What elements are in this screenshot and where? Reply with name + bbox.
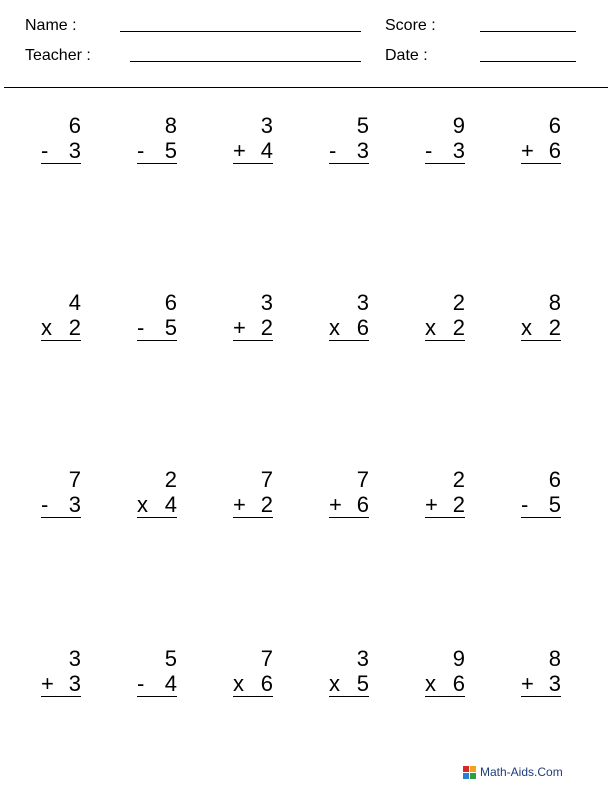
bottom-number: 3: [68, 138, 81, 163]
operator-sign: -: [521, 492, 529, 517]
problem-r3-c2: [137, 468, 177, 516]
problem-r3-c3: [233, 468, 273, 516]
bottom-line: [521, 493, 561, 517]
operator-sign: x: [521, 315, 532, 340]
answer-rule: [41, 340, 81, 341]
footer-brand: [463, 764, 563, 780]
operator-sign: -: [137, 671, 145, 696]
answer-rule: [233, 340, 273, 341]
bottom-number: 6: [356, 315, 369, 340]
bottom-number: 2: [548, 315, 561, 340]
answer-rule: [329, 340, 369, 341]
answer-rule: [233, 517, 273, 518]
operator-sign: +: [233, 492, 246, 517]
top-number: 2: [452, 290, 465, 315]
operator-sign: x: [41, 315, 52, 340]
top-number: 3: [260, 290, 273, 315]
bottom-number: 2: [452, 492, 465, 517]
bottom-line: [137, 316, 177, 340]
answer-rule: [329, 163, 369, 164]
top-number: 4: [68, 290, 81, 315]
bottom-number: 6: [452, 671, 465, 696]
bottom-line: [233, 139, 273, 163]
top-number: 7: [260, 646, 273, 671]
top-number: 3: [68, 646, 81, 671]
bottom-line: [329, 493, 369, 517]
bottom-line: [137, 672, 177, 696]
bottom-line: [233, 316, 273, 340]
problem-r2-c5: [425, 291, 465, 339]
bottom-line: [329, 672, 369, 696]
bottom-line: [521, 139, 561, 163]
operator-sign: -: [41, 492, 49, 517]
top-number: 9: [452, 113, 465, 138]
bottom-number: 6: [260, 671, 273, 696]
operator-sign: -: [41, 138, 49, 163]
answer-rule: [329, 696, 369, 697]
problem-r1-c3: [233, 114, 273, 162]
problem-r2-c3: [233, 291, 273, 339]
bottom-line: [425, 139, 465, 163]
name-field[interactable]: [120, 31, 361, 32]
problem-r3-c1: [41, 468, 81, 516]
bottom-line: [425, 672, 465, 696]
bottom-line: [41, 316, 81, 340]
answer-rule: [329, 517, 369, 518]
top-number: 2: [452, 467, 465, 492]
answer-rule: [137, 163, 177, 164]
bottom-number: 3: [68, 492, 81, 517]
problem-r1-c6: [521, 114, 561, 162]
answer-rule: [521, 696, 561, 697]
teacher-field[interactable]: [130, 61, 361, 62]
problem-r4-c5: [425, 647, 465, 695]
operator-sign: -: [425, 138, 433, 163]
problem-r3-c5: [425, 468, 465, 516]
bottom-line: [137, 139, 177, 163]
bottom-line: [41, 672, 81, 696]
operator-sign: +: [41, 671, 54, 696]
operator-sign: x: [425, 315, 436, 340]
bottom-number: 2: [68, 315, 81, 340]
bottom-number: 4: [164, 671, 177, 696]
operator-sign: x: [233, 671, 244, 696]
operator-sign: -: [137, 315, 145, 340]
problem-r1-c5: [425, 114, 465, 162]
problem-r4-c6: [521, 647, 561, 695]
answer-rule: [425, 340, 465, 341]
operator-sign: +: [233, 315, 246, 340]
top-number: 6: [164, 290, 177, 315]
teacher-label: Teacher :: [25, 47, 91, 64]
bottom-line: [233, 493, 273, 517]
top-number: 3: [356, 290, 369, 315]
score-field[interactable]: [480, 31, 576, 32]
bottom-line: [137, 493, 177, 517]
problem-r1-c1: [41, 114, 81, 162]
bottom-number: 5: [356, 671, 369, 696]
operator-sign: -: [137, 138, 145, 163]
answer-rule: [425, 163, 465, 164]
problem-r4-c3: [233, 647, 273, 695]
problem-r2-c1: [41, 291, 81, 339]
answer-rule: [233, 696, 273, 697]
bottom-number: 4: [164, 492, 177, 517]
answer-rule: [137, 340, 177, 341]
problem-r4-c4: [329, 647, 369, 695]
bottom-number: 5: [164, 315, 177, 340]
operator-sign: +: [329, 492, 342, 517]
top-number: 6: [548, 113, 561, 138]
top-number: 8: [164, 113, 177, 138]
problem-r1-c4: [329, 114, 369, 162]
bottom-line: [329, 316, 369, 340]
top-number: 5: [356, 113, 369, 138]
name-label: Name :: [25, 17, 77, 34]
bottom-line: [41, 493, 81, 517]
bottom-number: 5: [548, 492, 561, 517]
bottom-line: [521, 672, 561, 696]
bottom-number: 6: [548, 138, 561, 163]
bottom-number: 4: [260, 138, 273, 163]
answer-rule: [41, 163, 81, 164]
top-number: 2: [164, 467, 177, 492]
top-number: 7: [260, 467, 273, 492]
top-number: 3: [356, 646, 369, 671]
bottom-number: 3: [356, 138, 369, 163]
answer-rule: [41, 696, 81, 697]
problem-r3-c6: [521, 468, 561, 516]
problem-r4-c1: [41, 647, 81, 695]
problem-r2-c2: [137, 291, 177, 339]
bottom-line: [233, 672, 273, 696]
answer-rule: [425, 517, 465, 518]
bottom-line: [425, 493, 465, 517]
math-aids-logo-icon: [463, 766, 476, 779]
problem-r3-c4: [329, 468, 369, 516]
operator-sign: x: [137, 492, 148, 517]
answer-rule: [521, 517, 561, 518]
bottom-number: 2: [260, 315, 273, 340]
answer-rule: [233, 163, 273, 164]
operator-sign: +: [521, 138, 534, 163]
header-divider: [4, 87, 608, 88]
answer-rule: [521, 163, 561, 164]
bottom-number: 2: [260, 492, 273, 517]
top-number: 7: [68, 467, 81, 492]
problem-r2-c4: [329, 291, 369, 339]
bottom-line: [521, 316, 561, 340]
operator-sign: -: [329, 138, 337, 163]
top-number: 8: [548, 646, 561, 671]
bottom-line: [41, 139, 81, 163]
top-number: 5: [164, 646, 177, 671]
operator-sign: +: [233, 138, 246, 163]
top-number: 3: [260, 113, 273, 138]
bottom-number: 3: [452, 138, 465, 163]
operator-sign: x: [329, 315, 340, 340]
score-label: Score :: [385, 17, 436, 34]
bottom-number: 3: [548, 671, 561, 696]
bottom-number: 5: [164, 138, 177, 163]
answer-rule: [41, 517, 81, 518]
problem-r4-c2: [137, 647, 177, 695]
site-label: Math-Aids.Com: [480, 765, 563, 779]
top-number: 8: [548, 290, 561, 315]
date-label: Date :: [385, 47, 428, 64]
bottom-line: [329, 139, 369, 163]
bottom-number: 6: [356, 492, 369, 517]
operator-sign: x: [425, 671, 436, 696]
top-number: 9: [452, 646, 465, 671]
problem-r1-c2: [137, 114, 177, 162]
answer-rule: [137, 517, 177, 518]
top-number: 7: [356, 467, 369, 492]
top-number: 6: [68, 113, 81, 138]
operator-sign: +: [425, 492, 438, 517]
date-field[interactable]: [480, 61, 576, 62]
problem-r2-c6: [521, 291, 561, 339]
answer-rule: [137, 696, 177, 697]
top-number: 6: [548, 467, 561, 492]
operator-sign: x: [329, 671, 340, 696]
answer-rule: [521, 340, 561, 341]
operator-sign: +: [521, 671, 534, 696]
bottom-number: 2: [452, 315, 465, 340]
answer-rule: [425, 696, 465, 697]
bottom-number: 3: [68, 671, 81, 696]
bottom-line: [425, 316, 465, 340]
